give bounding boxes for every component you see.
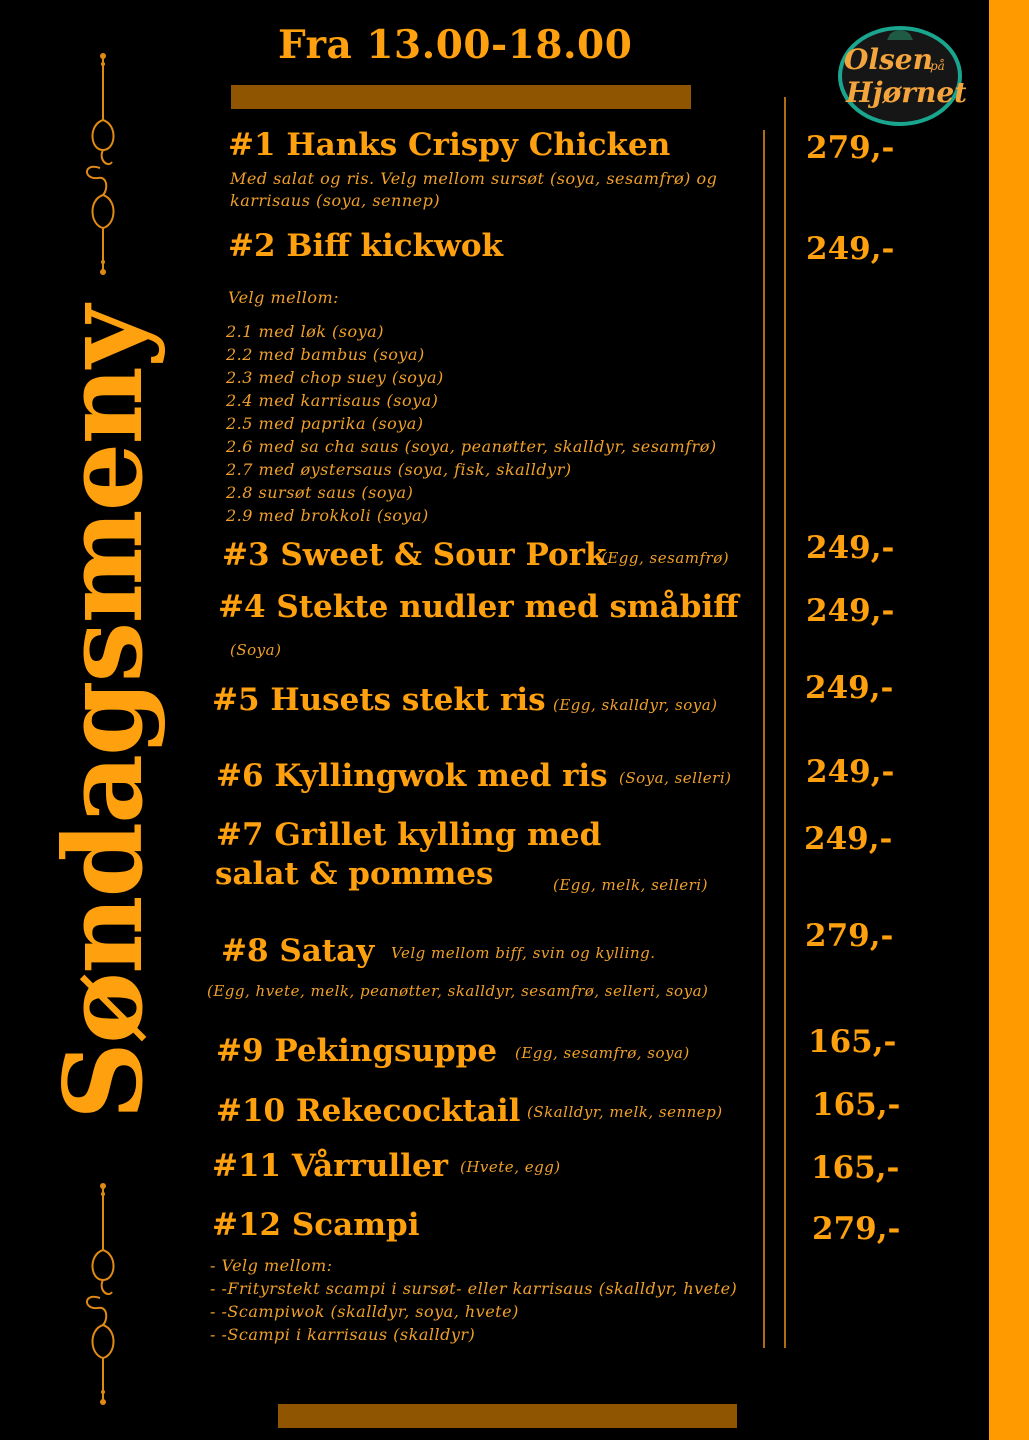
menu-item-2-title: #2 Biff kickwok xyxy=(228,228,504,264)
menu-item-11-allergens: (Hvete, egg) xyxy=(460,1158,561,1176)
menu-item-3-title: #3 Sweet & Sour Pork xyxy=(222,537,607,573)
menu-item-8-allergens: (Egg, hvete, melk, peanøtter, skalldyr, sesamfrø, selleri, soya) xyxy=(207,982,709,1000)
menu-item-8-title: #8 Satay xyxy=(221,933,375,969)
menu-item-3-price: 249,- xyxy=(806,530,895,566)
menu-item-12-options xyxy=(210,1254,737,1346)
menu-item-10-title: #10 Rekecocktail xyxy=(216,1093,521,1129)
svg-text:Olsen: Olsen xyxy=(844,43,933,76)
menu-item-7-allergens: (Egg, melk, selleri) xyxy=(553,876,708,894)
menu-item-9-title: #9 Pekingsuppe xyxy=(216,1033,498,1069)
svg-text:på: på xyxy=(930,59,945,73)
menu-item-9-price: 165,- xyxy=(808,1024,897,1060)
menu-item-4-price: 249,- xyxy=(806,593,895,629)
menu-item-2-price: 249,- xyxy=(806,231,895,267)
menu-item-7-title-line1: #7 Grillet kylling med xyxy=(216,817,602,853)
menu-item-12-title: #12 Scampi xyxy=(212,1207,420,1243)
menu-item-7-price: 249,- xyxy=(804,821,893,857)
menu-item-6-price: 249,- xyxy=(806,754,895,790)
option-item: 2.9 med brokkoli (soya) xyxy=(226,506,429,525)
right-accent-band xyxy=(989,0,1029,1440)
menu-item-3-allergens: (Egg, sesamfrø) xyxy=(601,549,730,567)
menu-side-title: Søndagsmeny xyxy=(41,307,167,1120)
option-item: 2.3 med chop suey (soya) xyxy=(226,368,444,387)
top-divider-bar xyxy=(231,85,691,109)
menu-item-11-title: #11 Vårruller xyxy=(212,1148,449,1184)
menu-item-7-title-line2: salat & pommes xyxy=(215,856,494,892)
menu-item-11-price: 165,- xyxy=(811,1150,900,1186)
option-item: 2.2 med bambus (soya) xyxy=(226,345,425,364)
menu-item-12-price: 279,- xyxy=(812,1211,901,1247)
svg-text:Hjørnet: Hjørnet xyxy=(846,76,966,109)
option-item: - -Scampi i karrisaus (skalldyr) xyxy=(210,1325,476,1344)
menu-item-6-title: #6 Kyllingwok med ris xyxy=(216,758,608,794)
menu-item-2-options xyxy=(226,320,717,527)
menu-item-4-allergens: (Soya) xyxy=(230,641,282,659)
option-item: - Velg mellom: xyxy=(210,1256,333,1275)
menu-item-1-price: 279,- xyxy=(806,130,895,166)
menu-item-10-allergens: (Skalldyr, melk, sennep) xyxy=(527,1103,723,1121)
menu-item-10-price: 165,- xyxy=(812,1087,901,1123)
menu-item-4-title: #4 Stekte nudler med småbiff xyxy=(218,589,739,625)
option-item: 2.4 med karrisaus (soya) xyxy=(226,391,439,410)
price-column-divider-outer xyxy=(784,97,786,1348)
menu-item-5-price: 249,- xyxy=(805,670,894,706)
option-item: 2.7 med øystersaus (soya, fisk, skalldyr) xyxy=(226,460,572,479)
restaurant-logo xyxy=(834,24,966,128)
menu-item-1-description: Med salat og ris. Velg mellom sursøt (soya, sesamfrø) og karrisaus (soya, sennep) xyxy=(230,169,718,211)
option-item: 2.6 med sa cha saus (soya, peanøtter, skalldyr, sesamfrø) xyxy=(226,437,717,456)
menu-item-8-description: Velg mellom biff, svin og kylling. xyxy=(391,944,656,962)
menu-item-9-allergens: (Egg, sesamfrø, soya) xyxy=(515,1044,690,1062)
price-column-divider-inner xyxy=(763,130,765,1348)
menu-item-5-allergens: (Egg, skalldyr, soya) xyxy=(553,696,718,714)
option-item: - -Frityrstekt scampi i sursøt- eller karrisaus (skalldyr, hvete) xyxy=(210,1279,738,1298)
logo-badge-icon xyxy=(834,24,966,128)
menu-item-8-price: 279,- xyxy=(805,918,894,954)
opening-hours-heading: Fra 13.00-18.00 xyxy=(278,22,633,68)
bottom-divider-bar xyxy=(278,1404,737,1428)
flourish-ornament-bottom-icon xyxy=(78,1180,128,1410)
option-item: 2.5 med paprika (soya) xyxy=(226,414,424,433)
option-item: 2.8 sursøt saus (soya) xyxy=(226,483,414,502)
menu-item-5-title: #5 Husets stekt ris xyxy=(212,682,546,718)
flourish-ornament-top-icon xyxy=(78,50,128,280)
option-item: 2.1 med løk (soya) xyxy=(226,322,384,341)
menu-item-1-title: #1 Hanks Crispy Chicken xyxy=(228,127,671,163)
menu-item-2-intro: Velg mellom: xyxy=(228,288,340,307)
option-item: - -Scampiwok (skalldyr, soya, hvete) xyxy=(210,1302,519,1321)
menu-item-6-allergens: (Soya, selleri) xyxy=(619,769,732,787)
